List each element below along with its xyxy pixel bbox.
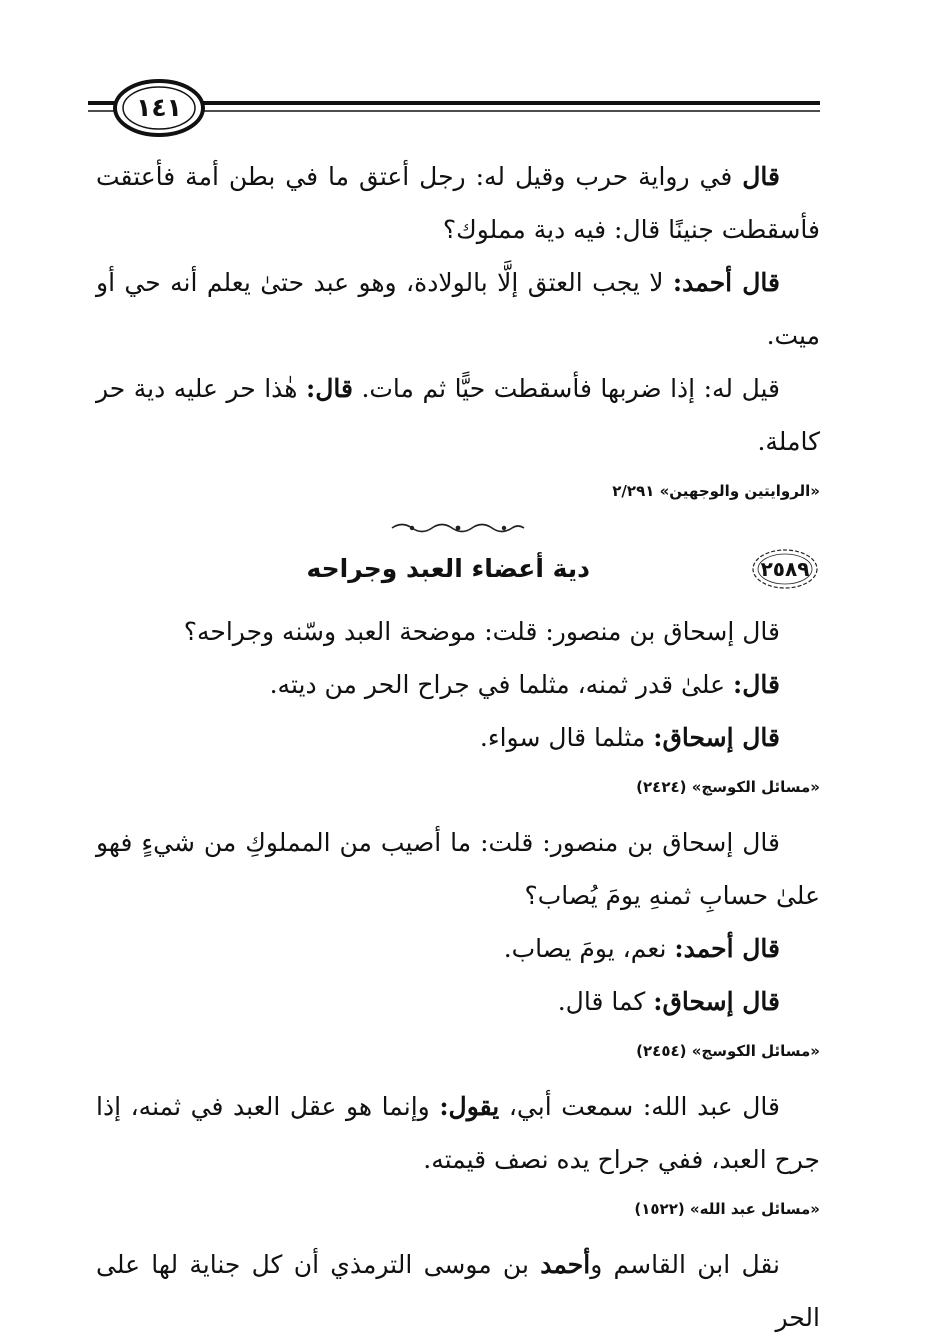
paragraph-text: علىٰ قدر ثمنه، مثلما في جراح الحر من ديته. (269, 670, 734, 699)
paragraph-text: بن موسى الترمذي أن كل جناية لها على الحر (96, 1250, 820, 1332)
paragraph (96, 1080, 820, 1186)
speaker-label: قال أحمد: (672, 268, 780, 297)
paragraph-text: كما قال. (557, 987, 654, 1016)
section-title: دية أعضاء العبد وجراحه (306, 554, 590, 583)
section-number: ٢٥٨٩ (760, 557, 810, 581)
paragraph-text: مثلما قال سواء. (479, 723, 654, 752)
paragraph-text: وإنما هو عقل العبد في ثمنه، إذا جرح العبد، ففي جراح يده نصف قيمته. (96, 1092, 820, 1174)
speaker-label: قال إسحاق: (653, 987, 780, 1016)
paragraph-text: هٰذا حر عليه دية حر كاملة. (96, 374, 820, 456)
paragraph (96, 922, 820, 975)
speaker-label: أحمد (540, 1250, 591, 1279)
paragraph-text: نقل ابن القاسم و (590, 1250, 780, 1279)
section-divider-ornament (96, 520, 820, 539)
paragraph: قال إسحاق بن منصور: قلت: موضحة العبد وسّنه وجراحه؟ (183, 617, 780, 646)
source-citation: «مسائل عبد الله» (١٥٢٢) (634, 1200, 820, 1218)
page-number: ١٤١ (136, 93, 182, 122)
speaker-label: يقول: (439, 1092, 500, 1121)
paragraph-text: لا يجب العتق إلَّا بالولادة، وهو عبد حتىٰ يعلم أنه حي أو ميت. (96, 268, 820, 350)
paragraph-text: قيل له: إذا ضربها فأسقطت حيًّا ثم مات. (352, 374, 780, 403)
speaker-label: قال: (305, 374, 353, 403)
speaker-label: قال أحمد: (674, 934, 780, 963)
paragraph (96, 975, 820, 1028)
speaker-label: قال إسحاق: (653, 723, 780, 752)
section-number-badge (750, 547, 820, 591)
header-rule-ornament (88, 78, 820, 138)
paragraph: قال إسحاق بن منصور: قلت: ما أصيب من المملوكِ من شيءٍ فهو علىٰ حسابِ ثمنهِ يومَ يُصاب؟ (96, 828, 820, 910)
paragraph (96, 658, 820, 711)
speaker-label: قال: (733, 670, 780, 699)
paragraph-text: قال عبد الله: سمعت أبي، (499, 1092, 780, 1121)
paragraph (96, 362, 820, 468)
page-body (96, 150, 820, 1344)
page-header (88, 78, 820, 138)
section-heading (96, 545, 820, 605)
paragraph-text: نعم، يومَ يصاب. (503, 934, 675, 963)
speaker-label: قال (742, 162, 780, 191)
paragraph (96, 711, 820, 764)
source-citation: «مسائل الكوسج» (٢٤٥٤) (636, 1042, 820, 1060)
paragraph (96, 1238, 820, 1344)
source-citation: «مسائل الكوسج» (٢٤٢٤) (636, 778, 820, 796)
source-citation: «الروايتين والوجهين» ٢/٢٩١ (612, 482, 820, 500)
paragraph-text: في رواية حرب وقيل له: رجل أعتق ما في بطن أمة فأعتقت فأسقطت جنينًا قال: فيه دية مملوك؟ (96, 162, 820, 244)
paragraph (96, 256, 820, 362)
paragraph (96, 150, 820, 256)
